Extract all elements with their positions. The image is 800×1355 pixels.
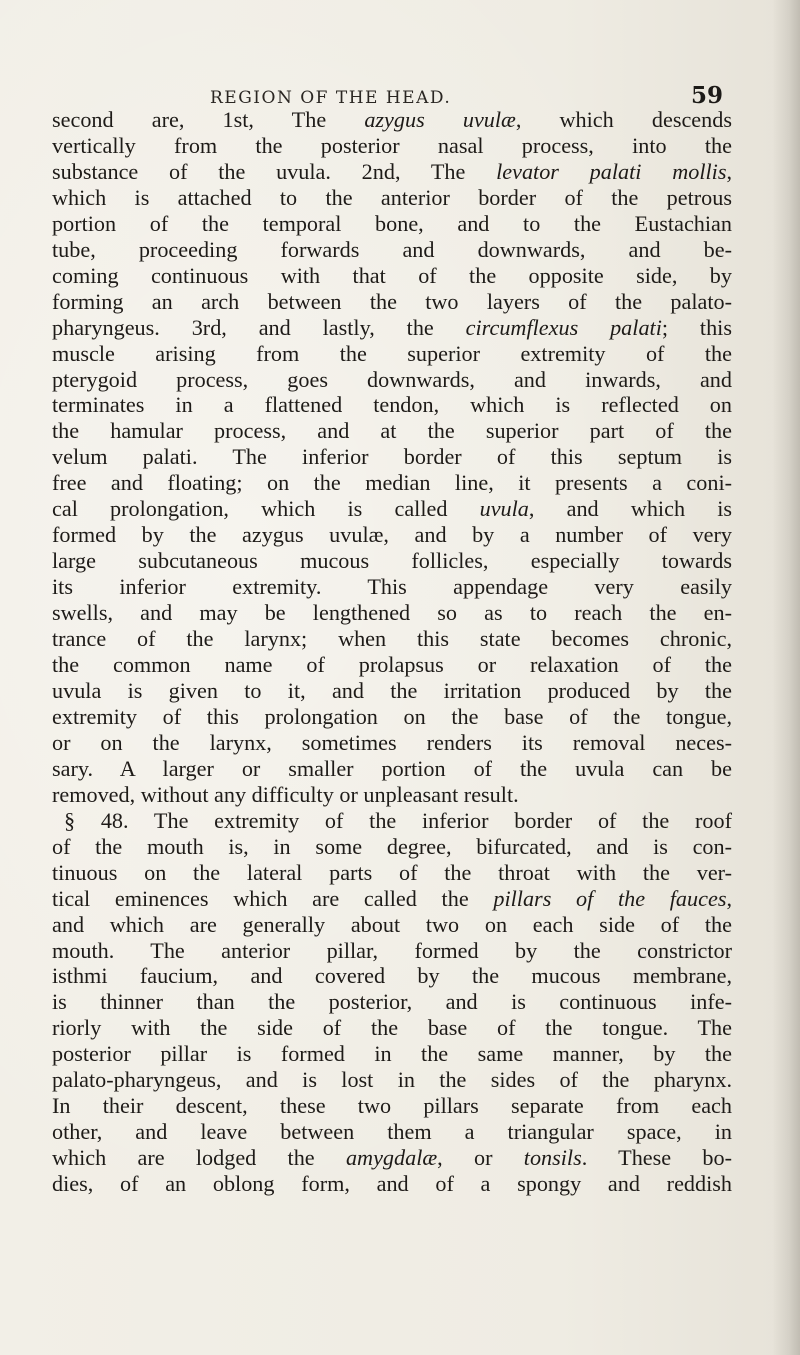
text-line <box>52 860 732 886</box>
text-line <box>52 1171 732 1197</box>
text-run: , and which is <box>528 496 733 522</box>
text-line <box>52 444 732 470</box>
running-header: REGION OF THE HEAD. <box>210 88 452 108</box>
text-run: § 48. The extremity of the inferior border of the roof <box>64 807 732 833</box>
text-line <box>52 912 732 938</box>
text-line <box>52 1015 732 1041</box>
text-run: other, and leave between them a triangular space, in <box>52 1119 732 1145</box>
text-run: pterygoid process, goes downwards, and inwards, and <box>52 366 732 392</box>
text-run: , <box>726 885 732 911</box>
text-run: its inferior extremity. This appendage very easily <box>52 574 732 600</box>
italic-term: pillars of the fauces <box>493 885 727 911</box>
text-line <box>52 418 732 444</box>
text-line <box>52 652 732 678</box>
text-run: vertically from the posterior nasal process, into the <box>52 132 732 158</box>
text-run: the hamular process, and at the superior part of the <box>52 418 732 444</box>
text-line <box>52 574 732 600</box>
text-line <box>52 1041 732 1067</box>
text-line <box>52 289 732 315</box>
text-line <box>52 237 732 263</box>
text-line <box>52 1067 732 1093</box>
text-run: which are lodged the <box>52 1145 346 1171</box>
body-text <box>52 107 732 1197</box>
text-run: removed, without any difficulty or unpleasant result. <box>52 781 519 807</box>
text-run: or on the larynx, sometimes renders its removal neces- <box>52 729 732 755</box>
text-line <box>52 704 732 730</box>
text-line <box>52 315 732 341</box>
text-line <box>52 678 732 704</box>
text-run: terminates in a flattened tendon, which is reflected on <box>52 392 732 418</box>
text-line <box>52 808 732 834</box>
text-line <box>52 938 732 964</box>
italic-term: amygdalæ <box>345 1145 438 1171</box>
text-run: uvula is given to it, and the irritation produced by the <box>52 677 732 703</box>
italic-term: circumflexus palati <box>465 314 662 340</box>
text-run: of the mouth is, in some degree, bifurcated, and is con- <box>52 833 732 859</box>
text-run: and which are generally about two on each side of the <box>52 911 732 937</box>
text-line <box>52 600 732 626</box>
text-run: which is attached to the anterior border of the petrous <box>52 184 732 210</box>
text-line <box>52 185 732 211</box>
text-run: second are, 1st, The <box>52 107 365 132</box>
text-run: free and floating; on the median line, it presents a coni- <box>52 470 732 496</box>
text-line <box>52 756 732 782</box>
italic-term: tonsils <box>523 1145 582 1171</box>
text-run: large subcutaneous mucous follicles, especially towards <box>52 548 732 574</box>
text-line <box>52 470 732 496</box>
text-line <box>52 496 732 522</box>
text-run: . These bo- <box>581 1145 733 1171</box>
text-line <box>52 1145 732 1171</box>
text-line <box>52 834 732 860</box>
text-run: formed by the azygus uvulæ, and by a number of very <box>52 522 732 548</box>
text-run: trance of the larynx; when this state becomes chronic, <box>52 626 732 652</box>
page-number: 59 <box>691 82 724 109</box>
text-line <box>52 548 732 574</box>
text-line <box>52 522 732 548</box>
text-line <box>52 730 732 756</box>
text-run: In their descent, these two pillars separate from each <box>52 1093 732 1119</box>
text-run: sary. A larger or smaller portion of the uvula can be <box>52 755 732 781</box>
text-run: pharyngeus. 3rd, and lastly, the <box>52 314 466 340</box>
text-line <box>52 626 732 652</box>
text-run: , which descends <box>515 107 732 132</box>
text-line <box>52 211 732 237</box>
text-run: muscle arising from the superior extremity of the <box>52 340 732 366</box>
text-run: substance of the uvula. 2nd, The <box>52 158 497 184</box>
text-run: , <box>726 158 732 184</box>
text-line <box>52 1093 732 1119</box>
text-run: cal prolongation, which is called <box>52 496 480 522</box>
text-line <box>52 886 732 912</box>
text-line <box>52 392 732 418</box>
text-run: tube, proceeding forwards and downwards, and be- <box>52 236 732 262</box>
text-run: palato-pharyngeus, and is lost in the sides of the pharynx. <box>52 1067 732 1093</box>
text-run: portion of the temporal bone, and to the Eustachian <box>52 210 732 236</box>
text-line <box>52 341 732 367</box>
text-run: isthmi faucium, and covered by the mucous membrane, <box>52 963 732 989</box>
text-line <box>52 963 732 989</box>
text-run: swells, and may be lengthened so as to reach the en- <box>52 600 732 626</box>
text-run: riorly with the side of the base of the tongue. The <box>52 1015 732 1041</box>
text-run: extremity of this prolongation on the base of the tongue, <box>52 703 732 729</box>
text-line <box>52 782 732 808</box>
text-run: mouth. The anterior pillar, formed by the constrictor <box>52 937 732 963</box>
text-line <box>52 107 732 133</box>
text-line <box>52 159 732 185</box>
italic-term: uvula <box>479 496 529 522</box>
italic-term: levator palati mollis <box>496 158 727 184</box>
text-run: ; this <box>661 314 732 340</box>
text-line <box>52 263 732 289</box>
text-run: is thinner than the posterior, and is continuous infe- <box>52 989 732 1015</box>
page-edge-shadow <box>772 0 800 1355</box>
text-run: dies, of an oblong form, and of a spongy and reddish <box>52 1171 732 1197</box>
text-run: forming an arch between the two layers of the palato- <box>52 288 732 314</box>
text-line <box>52 133 732 159</box>
text-line <box>52 367 732 393</box>
text-run: tinuous on the lateral parts of the throat with the ver- <box>52 859 732 885</box>
text-line <box>52 1119 732 1145</box>
text-run: velum palati. The inferior border of this septum is <box>52 444 732 470</box>
italic-term: azygus uvulæ <box>364 107 516 132</box>
text-run: the common name of prolapsus or relaxation of the <box>52 652 732 678</box>
text-run: , or <box>437 1145 524 1171</box>
text-run: coming continuous with that of the opposite side, by <box>52 262 732 288</box>
text-line <box>52 989 732 1015</box>
text-run: posterior pillar is formed in the same manner, by the <box>52 1041 732 1067</box>
text-run: tical eminences which are called the <box>52 885 494 911</box>
